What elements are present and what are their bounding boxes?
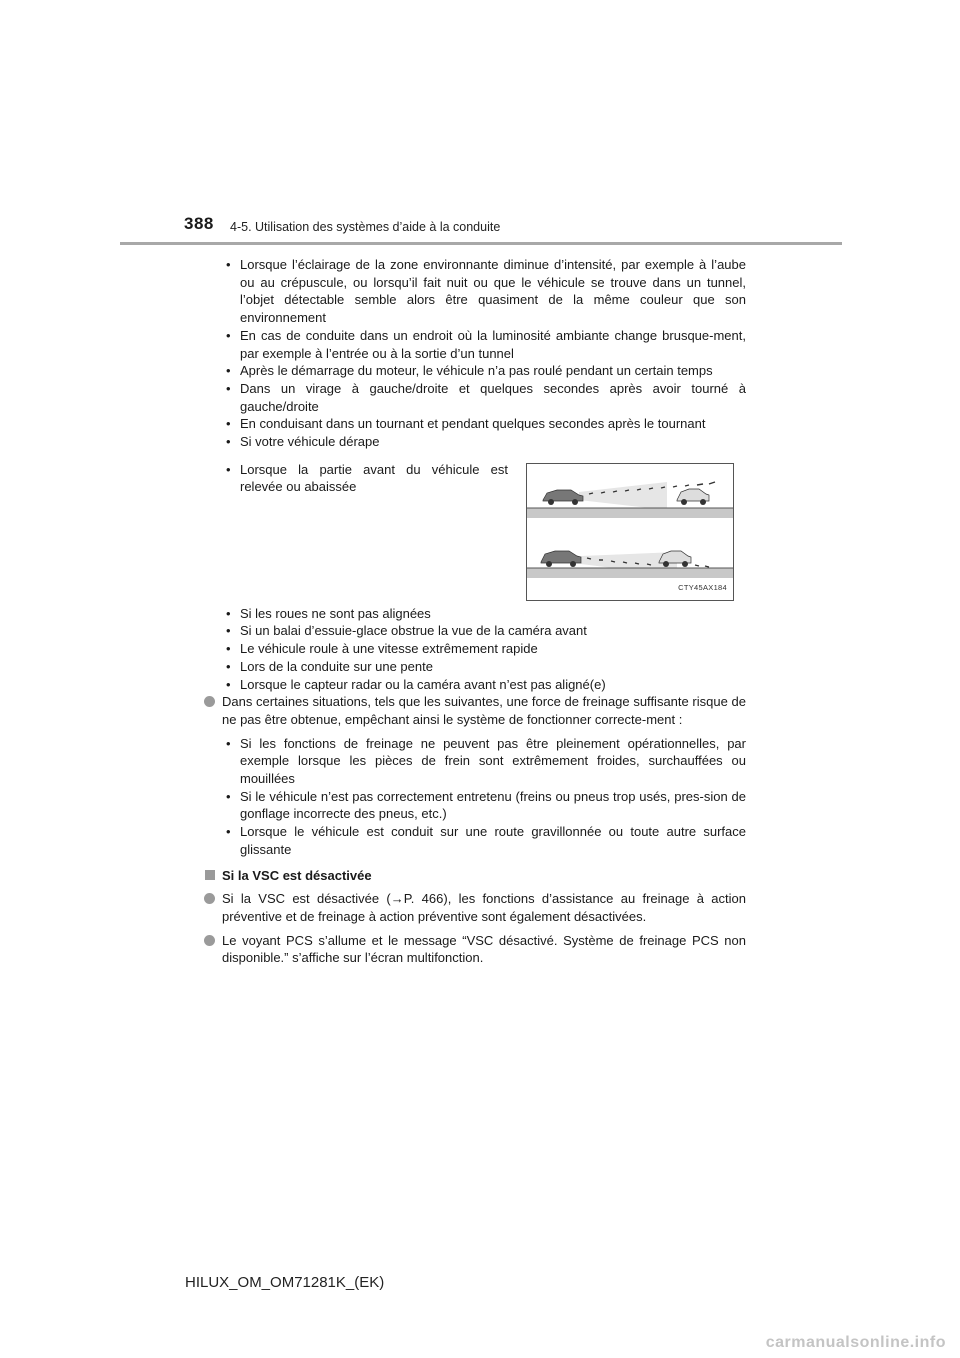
list-item: • Si un balai d’essuie-glace obstrue la vue de la caméra avant [222, 622, 746, 640]
header-rule [120, 242, 842, 245]
footer-doc-id: HILUX_OM_OM71281K_(EK) [185, 1274, 385, 1291]
list-item: • Lors de la conduite sur une pente [222, 658, 746, 676]
list-item: • Dans un virage à gauche/droite et quelques secondes après avoir tourné à gauche/droite [222, 380, 746, 415]
vsc-paragraph-1: Si la VSC est désactivée (→P. 466), les fonctions d’assistance au freinage à action préventive et de freinage à action préventive sont également désactivées. [204, 890, 746, 925]
bullet-with-figure [222, 461, 746, 605]
list-item: • Lorsque le capteur radar ou la caméra avant n’est pas aligné(e) [222, 676, 746, 694]
list-item: • Lorsque le véhicule est conduit sur une route gravillonnée ou toute autre surface glissante [222, 823, 746, 858]
list-item: • Après le démarrage du moteur, le véhicule n’a pas roulé pendant un certain temps [222, 362, 746, 380]
section-title: 4-5. Utilisation des systèmes d’aide à la conduite [230, 220, 501, 234]
list-item: • Si le véhicule n’est pas correctement entretenu (freins ou pneus trop usés, pres-sion de gonflage incorrecte des pneus, etc.) [222, 788, 746, 823]
square-bullet-icon [205, 870, 215, 880]
vehicle-pitch-figure [526, 463, 734, 601]
list-item: • Lorsque la partie avant du véhicule est relevée ou abaissée [222, 461, 508, 496]
braking-force-paragraph: Dans certaines situations, tels que les suivantes, une force de freinage suffisante risque de ne pas être obtenue, empêchant ainsi le système de fonctionner correcte-ment : [204, 693, 746, 728]
vsc-paragraph-2: Le voyant PCS s’allume et le message “VSC désactivé. Système de freinage PCS non disponible.” s’affiche sur l’écran multifonction. [204, 932, 746, 967]
list-item: • Lorsque l’éclairage de la zone environnante diminue d’intensité, par exemple à l’aube ou au crépuscule, ou lorsqu’il fait nuit ou que le véhicule se trouve dans un tunnel, l’objet détectable semble alors être quasiment de la même couleur que son environnement [222, 256, 746, 327]
circle-bullet-icon [204, 893, 215, 904]
list-item: • Si votre véhicule dérape [222, 433, 746, 451]
list-item: • En conduisant dans un tournant et pendant quelques secondes après le tournant [222, 415, 746, 433]
list-item: • Si les roues ne sont pas alignées [222, 605, 746, 623]
vsc-heading: Si la VSC est désactivée [204, 867, 746, 885]
bullet-list-alignment [222, 605, 746, 694]
bullet-list-conditions [222, 256, 746, 451]
figure-code: CTY45AX184 [678, 583, 727, 593]
page-number: 388 [184, 214, 214, 233]
list-item: • En cas de conduite dans un endroit où la luminosité ambiante change brusque-ment, par exemple à l’entrée ou à la sortie d’un tunnel [222, 327, 746, 362]
list-item: • Le véhicule roule à une vitesse extrêmement rapide [222, 640, 746, 658]
bullet-list-braking [222, 735, 746, 859]
circle-bullet-icon [204, 935, 215, 946]
page-content [222, 256, 746, 967]
circle-bullet-icon [204, 696, 215, 707]
list-item: • Si les fonctions de freinage ne peuvent pas être pleinement opérationnelles, par exemple lorsque les pièces de frein sont extrêmement froides, surchauffées ou mouillées [222, 735, 746, 788]
watermark: carmanualsonline.info [765, 1334, 946, 1351]
